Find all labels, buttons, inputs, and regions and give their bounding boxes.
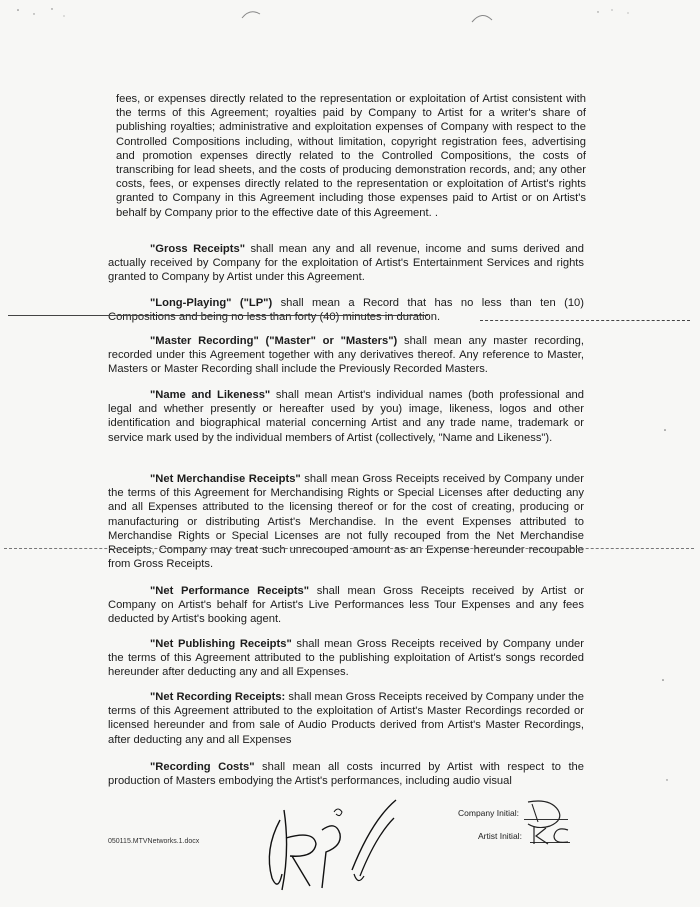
definition-text: shall mean Gross Receipts received by Company under the terms of this Agreement attributed to the exploitation of Artist's Master Recordings recorded or licensed hereunder and from sale of Audio Products derived from Artist's Master Recordings, after deducting any and all Expenses bbox=[108, 691, 584, 746]
strikethrough-line bbox=[8, 315, 428, 316]
definition-term: "Master Recording" ("Master" or "Masters") bbox=[150, 335, 398, 347]
definition-term: "Net Recording Receipts: bbox=[150, 691, 286, 703]
paragraph-text: fees, or expenses directly related to the representation or exploitation of Artist consistent with the terms of this Agreement; royalties paid by Company to Artist for a writer's share of publishing royalties; administrative and exploitation expenses of Company with respect to the Controlled Compositions including, without limitation, copyright registration fees, advertising and promotion expenses directly related to the Controlled Compositions, the costs of transcribing for lead sheets, and the costs of producing demonstration records, and; any other costs, fees, or expenses directly related to the representation or exploitation of Artist's rights granted to Company in this Agreement including those expenses paid to Artist or on Artist's behalf by Company prior to the effective date of this Agreement. . bbox=[116, 93, 586, 219]
definition-gross-receipts bbox=[108, 242, 584, 285]
margin-specks bbox=[655, 380, 695, 880]
definition-net-performance-receipts bbox=[108, 584, 584, 627]
definition-term: "Long-Playing" ("LP") bbox=[150, 297, 273, 309]
definition-term: "Gross Receipts" bbox=[150, 243, 246, 255]
definition-recording-costs bbox=[108, 760, 584, 788]
definition-net-merchandise-receipts bbox=[108, 472, 584, 571]
definition-name-and-likeness bbox=[108, 388, 584, 445]
definition-master-recording bbox=[108, 334, 584, 377]
artist-initial-label: Artist Initial: bbox=[478, 831, 522, 841]
definition-net-publishing-receipts bbox=[108, 637, 584, 680]
definition-term: "Net Performance Receipts" bbox=[150, 585, 310, 597]
paragraph-expenses-continued bbox=[116, 92, 586, 220]
definition-text: shall mean a Record that has no less than ten (10) Compositions and being no less than forty (40) minutes in duration. bbox=[108, 297, 584, 324]
handwritten-signature bbox=[262, 790, 412, 900]
scan-marks bbox=[0, 0, 700, 40]
definition-term: "Net Merchandise Receipts" bbox=[150, 473, 301, 485]
definition-text: shall mean Gross Receipts received by Company under the terms of this Agreement for Merchandising Rights or Special Licenses after deducting any and all Expenses attributed to the licensing thereof or for the cost of creating, producing or manufacturing or distributing Artist's Merchandise. In the event Expenses attributed to Merchandise Rights or Special Licenses are not fully recouped from the Net Merchandise Receipts, Company may treat such unrecouped amount as an Expense hereunder recoupable from Gross Receipts. bbox=[108, 473, 584, 571]
definition-text: shall mean all costs incurred by Artist with respect to the production of Masters embodying the Artist's performances, including audio visual bbox=[108, 761, 584, 788]
definition-text: shall mean Artist's individual names (both professional and legal and whether presently or hereafter used by you) image, likeness, logos and other identification and biographical material concerning Artist and any trade name, trademark or service mark used by the individual members of Artist (collectively, "Name and Likeness"). bbox=[108, 389, 585, 444]
strikethrough-line bbox=[4, 548, 694, 549]
artist-initial-mark bbox=[528, 822, 578, 848]
definition-term: "Net Publishing Receipts" bbox=[150, 638, 292, 650]
definition-text: shall mean Gross Receipts received by Artist or Company on Artist's behalf for Artist's Live Performances less Tour Expenses and any fees deducted by Artist's booking agent. bbox=[108, 585, 584, 626]
strikethrough-line-tail bbox=[480, 320, 690, 321]
definition-term: "Recording Costs" bbox=[150, 761, 255, 773]
definition-term: "Name and Likeness" bbox=[150, 389, 271, 401]
definition-net-recording-receipts bbox=[108, 690, 584, 747]
company-initial-label: Company Initial: bbox=[458, 808, 519, 818]
definition-text: shall mean Gross Receipts received by Company under the terms of this Agreement attributed to the publishing exploitation of Artist's songs recorded hereunder after deducting any and all Expenses. bbox=[108, 638, 584, 679]
document-id: 050115.MTVNetworks.1.docx bbox=[108, 838, 200, 845]
definition-text: shall mean any master recording, recorded under this Agreement together with any derivatives thereof. Any reference to Master, Masters or Master Recording shall include the Previously Recorded Masters. bbox=[108, 335, 584, 376]
definition-text: shall mean any and all revenue, income and sums derived and actually received by Company for the exploitation of Artist's Entertainment Services and rights granted to Company by Artist under this Agreement. bbox=[108, 243, 585, 284]
